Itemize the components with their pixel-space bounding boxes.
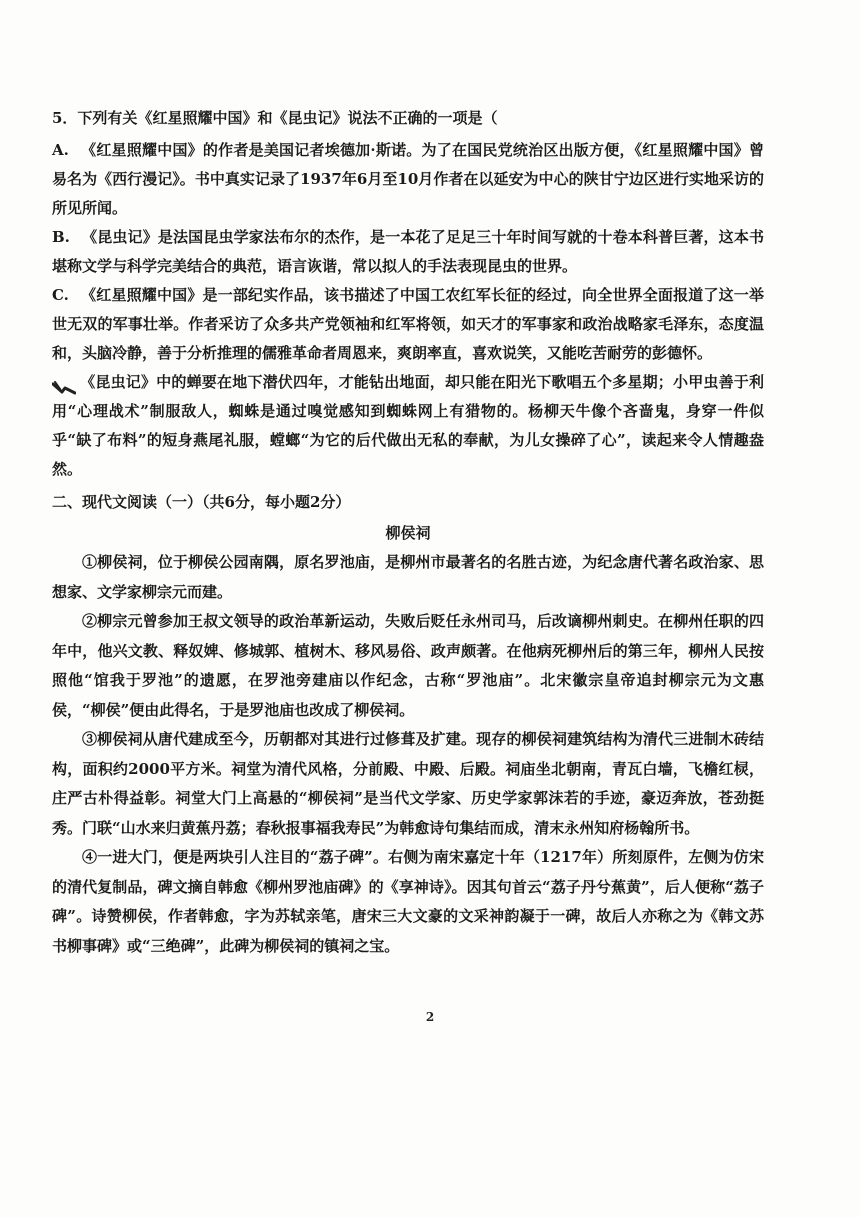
article-paragraph: ④一进大门，便是两块引人注目的“荔子碑”。右侧为南宋嘉定十年（1217年）所刻原件，左侧为仿宋的清代复制品，碑文摘自韩愈《柳州罗池庙碑》的《享神诗》。因其句首云“荔子丹兮蕉黄”，后人便称“荔子碑”。诗赞柳侯，作者韩愈，字为苏轼亲笔，唐宋三大文豪的文采神韵凝于一碑，故后人亦称之为《韩文苏书柳事碑》或“三绝碑”，此碑为柳侯祠的镇祠之宝。: [52, 848, 764, 955]
page-number: 2: [425, 1010, 435, 1024]
option-text: 《昆虫记》中的蝉要在地下潜伏四年，才能钻出地面，却只能在阳光下歌唱五个多星期；小甲虫善于利用“心理战术”制服敌人，蜘蛛是通过嗅觉感知到蜘蛛网上有猎物的。杨柳天牛像个吝啬鬼，身穿一件似乎“缺了布料”的短身燕尾礼服，螳螂“为它的后代做出无私的奉献，为儿女操碎了心”，读起来令人情趣盎然。: [52, 373, 764, 478]
question-5-option-d: [52, 368, 764, 484]
article-paragraph: ①柳侯祠，位于柳侯公园南隅，原名罗池庙，是柳州市最著名的名胜古迹，为纪念唐代著名政治家、思想家、文学家柳宗元而建。: [52, 553, 764, 601]
page-content: [52, 106, 764, 961]
article-title: 柳侯祠: [385, 524, 431, 542]
section-heading: 二、现代文阅读（一）（共6分，每小题2分）: [52, 493, 351, 511]
option-label: C.: [52, 286, 69, 304]
question-5-option-b: [52, 223, 764, 281]
article-paragraph: ②柳宗元曾参加王叔文领导的政治革新运动，失败后贬任永州司马，后改谪柳州刺史。在柳州任职的四年中，他兴文教、释奴婢、修城郭、植树木、移风易俗、政声颇著。在他病死柳州后的第三年，柳州人民按照他“馆我于罗池”的遗愿，在罗池旁建庙以作纪念，古称“罗池庙”。北宋徽宗皇帝追封柳宗元为文惠侯，“柳侯”便由此得名，于是罗池庙也改成了柳侯祠。: [52, 612, 764, 719]
option-text: 《红星照耀中国》是一部纪实作品，该书描述了中国工农红军长征的经过，向全世界全面报道了这一举世无双的军事壮举。作者采访了众多共产党领袖和红军将领，如天才的军事家和政治战略家毛泽东，态度温和，头脑冷静，善于分析推理的儒雅革命者周恩来，爽朗率直，喜欢说笑，又能吃苦耐劳的彭德怀。: [52, 286, 764, 362]
question-5-title: 5．下列有关《红星照耀中国》和《昆虫记》说法不正确的一项是（: [52, 109, 498, 127]
option-label: B.: [52, 228, 70, 246]
option-text: 《红星照耀中国》的作者是美国记者埃德加·斯诺。为了在国民党统治区出版方便，《红星照耀中国》曾易名为《西行漫记》。书中真实记录了1937年6月至10月作者在以延安为中心的陕甘宁边区进行实地采访的所见所闻。: [52, 141, 764, 217]
question-5-option-c: [52, 281, 764, 368]
article-paragraph: ③柳侯祠从唐代建成至今，历朝都对其进行过修葺及扩建。现存的柳侯祠建筑结构为清代三进制木砖结构，面积约2000平方米。祠堂为清代风格，分前殿、中殿、后殿。祠庙坐北朝南，青瓦白墙，飞檐红棂，庄严古朴得益彰。祠堂大门上高悬的“柳侯祠”是当代文学家、历史学家郭沫若的手迹，豪迈奔放，苍劲挺秀。门联“山水来归黄蕉丹荔；春秋报事福我寿民”为韩愈诗句集结而成，清末永州知府杨翰所书。: [52, 730, 764, 837]
pen-scribble-icon: [52, 376, 76, 390]
option-label: A.: [52, 141, 69, 159]
option-text: 《昆虫记》是法国昆虫学家法布尔的杰作，是一本花了足足三十年时间写就的十卷本科普巨著，这本书堪称文学与科学完美结合的典范，语言诙谐，常以拟人的手法表现昆虫的世界。: [52, 228, 764, 275]
question-5-option-a: [52, 136, 764, 223]
